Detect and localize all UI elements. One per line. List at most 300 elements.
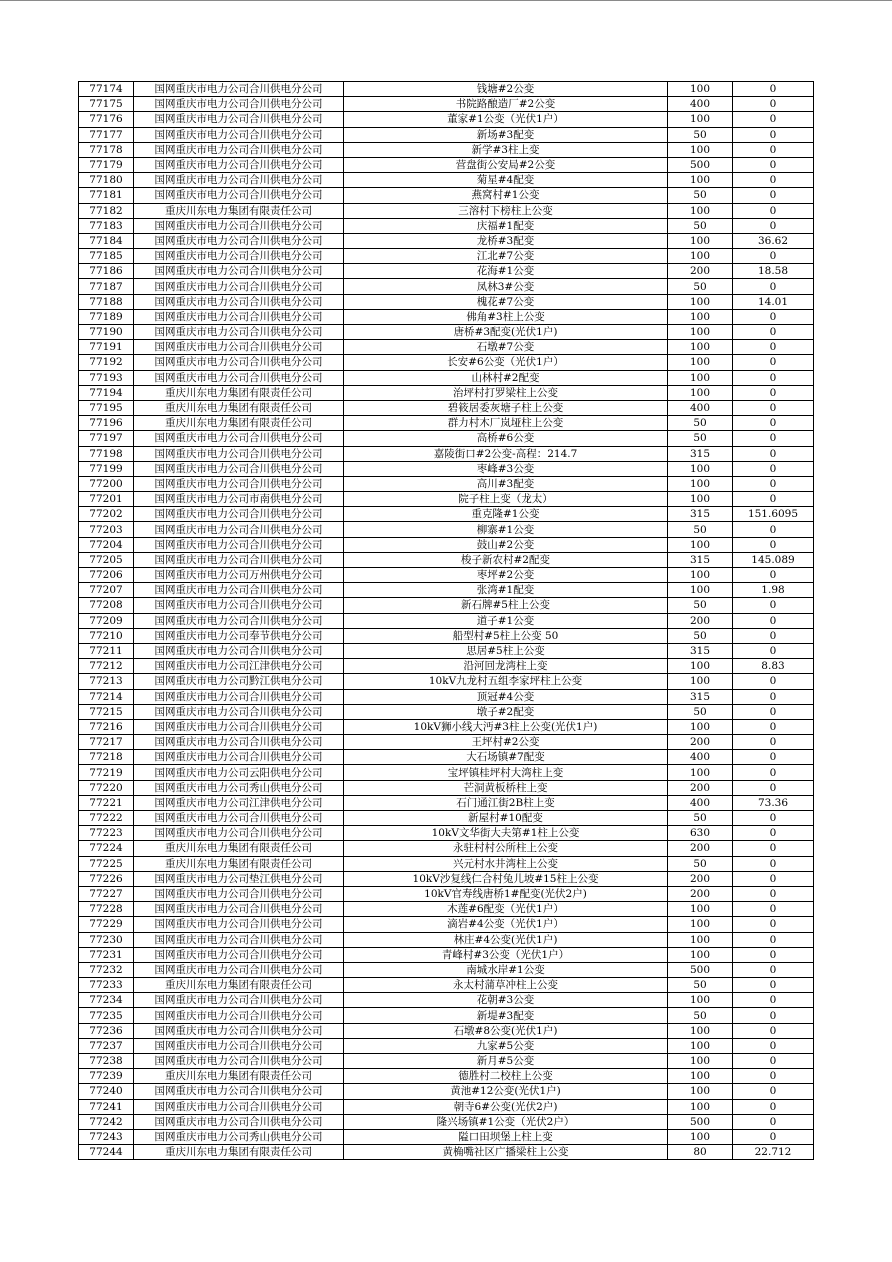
capacity-cell: 500: [668, 1114, 733, 1129]
company-cell: 国网重庆市电力公司合川供电分公司: [134, 886, 344, 901]
transformer-name-cell: 书院路酿造厂#2公变: [344, 97, 668, 112]
company-cell: 国网重庆市电力公司奉节供电分公司: [134, 628, 344, 643]
value-cell: 36.62: [733, 233, 814, 248]
transformer-name-cell: 石墩#7公变: [344, 340, 668, 355]
row-id-cell: 77202: [79, 507, 134, 522]
transformer-name-cell: 柳寨#1公变: [344, 522, 668, 537]
page-top-border: [0, 0, 892, 1]
company-cell: 国网重庆市电力公司合川供电分公司: [134, 446, 344, 461]
capacity-cell: 50: [668, 628, 733, 643]
capacity-cell: 100: [668, 82, 733, 97]
table-row: [79, 294, 814, 309]
table-row: [79, 1114, 814, 1129]
transformer-name-cell: 黄池#12公变(光伏1户): [344, 1084, 668, 1099]
capacity-cell: 315: [668, 507, 733, 522]
company-cell: 国网重庆市电力公司合川供电分公司: [134, 643, 344, 658]
transformer-name-cell: 凤林3#公变: [344, 279, 668, 294]
row-id-cell: 77197: [79, 431, 134, 446]
value-cell: 145.089: [733, 552, 814, 567]
table-row: [79, 112, 814, 127]
company-cell: 国网重庆市电力公司合川供电分公司: [134, 1084, 344, 1099]
transformer-name-cell: 王坪村#2公变: [344, 735, 668, 750]
row-id-cell: 77178: [79, 142, 134, 157]
capacity-cell: 630: [668, 826, 733, 841]
value-cell: 0: [733, 719, 814, 734]
value-cell: 0: [733, 613, 814, 628]
value-cell: 0: [733, 674, 814, 689]
value-cell: 0: [733, 249, 814, 264]
capacity-cell: 100: [668, 294, 733, 309]
value-cell: 0: [733, 127, 814, 142]
transformer-name-cell: 永驻村村公所柱上公变: [344, 841, 668, 856]
value-cell: 0: [733, 1084, 814, 1099]
value-cell: 0: [733, 1114, 814, 1129]
table-row: [79, 826, 814, 841]
row-id-cell: 77187: [79, 279, 134, 294]
table-row: [79, 507, 814, 522]
transformer-name-cell: 重克隆#1公变: [344, 507, 668, 522]
value-cell: 0: [733, 142, 814, 157]
capacity-cell: 100: [668, 476, 733, 491]
table-row: [79, 249, 814, 264]
row-id-cell: 77230: [79, 932, 134, 947]
transformer-name-cell: 滴岩#4公变（光伏1户）: [344, 917, 668, 932]
company-cell: 国网重庆市电力公司合川供电分公司: [134, 613, 344, 628]
company-cell: 国网重庆市电力公司合川供电分公司: [134, 537, 344, 552]
row-id-cell: 77232: [79, 962, 134, 977]
table-row: [79, 689, 814, 704]
capacity-cell: 500: [668, 962, 733, 977]
capacity-cell: 100: [668, 355, 733, 370]
capacity-cell: 100: [668, 1069, 733, 1084]
table-row: [79, 583, 814, 598]
capacity-cell: 100: [668, 1038, 733, 1053]
row-id-cell: 77201: [79, 492, 134, 507]
transformer-name-cell: 10kV九龙村五组李家坪柱上公变: [344, 674, 668, 689]
capacity-cell: 80: [668, 1145, 733, 1160]
row-id-cell: 77220: [79, 780, 134, 795]
transformer-name-cell: 燕窝村#1公变: [344, 188, 668, 203]
company-cell: 重庆川东电力集团有限责任公司: [134, 1069, 344, 1084]
capacity-cell: 100: [668, 917, 733, 932]
table-row: [79, 522, 814, 537]
company-cell: 国网重庆市电力公司合川供电分公司: [134, 598, 344, 613]
capacity-cell: 500: [668, 157, 733, 172]
transformer-name-cell: 槐花#7公变: [344, 294, 668, 309]
value-cell: 0: [733, 1099, 814, 1114]
value-cell: 0: [733, 1008, 814, 1023]
value-cell: 1.98: [733, 583, 814, 598]
capacity-cell: 100: [668, 993, 733, 1008]
transformer-name-cell: 芒洞黄板桥柱上变: [344, 780, 668, 795]
company-cell: 国网重庆市电力公司合川供电分公司: [134, 157, 344, 172]
company-cell: 国网重庆市电力公司合川供电分公司: [134, 1008, 344, 1023]
row-id-cell: 77199: [79, 461, 134, 476]
value-cell: 0: [733, 917, 814, 932]
capacity-cell: 100: [668, 173, 733, 188]
capacity-cell: 100: [668, 385, 733, 400]
capacity-cell: 100: [668, 932, 733, 947]
row-id-cell: 77215: [79, 704, 134, 719]
value-cell: 0: [733, 841, 814, 856]
capacity-cell: 100: [668, 340, 733, 355]
capacity-cell: 50: [668, 279, 733, 294]
capacity-cell: 400: [668, 97, 733, 112]
company-cell: 国网重庆市电力公司合川供电分公司: [134, 522, 344, 537]
row-id-cell: 77224: [79, 841, 134, 856]
value-cell: 0: [733, 340, 814, 355]
table-row: [79, 385, 814, 400]
transformer-name-cell: 群力村木厂岚垭柱上公变: [344, 416, 668, 431]
company-cell: 国网重庆市电力公司合川供电分公司: [134, 142, 344, 157]
company-cell: 国网重庆市电力公司江津供电分公司: [134, 795, 344, 810]
row-id-cell: 77217: [79, 735, 134, 750]
company-cell: 重庆川东电力集团有限责任公司: [134, 203, 344, 218]
row-id-cell: 77189: [79, 309, 134, 324]
table-row: [79, 902, 814, 917]
capacity-cell: 400: [668, 795, 733, 810]
table-row: [79, 370, 814, 385]
capacity-cell: 200: [668, 841, 733, 856]
transformer-name-cell: 高桥#6公变: [344, 431, 668, 446]
capacity-cell: 100: [668, 583, 733, 598]
company-cell: 国网重庆市电力公司合川供电分公司: [134, 476, 344, 491]
row-id-cell: 77193: [79, 370, 134, 385]
capacity-cell: 200: [668, 871, 733, 886]
table-row: [79, 97, 814, 112]
company-cell: 重庆川东电力集团有限责任公司: [134, 856, 344, 871]
table-row: [79, 856, 814, 871]
company-cell: 国网重庆市电力公司合川供电分公司: [134, 309, 344, 324]
value-cell: 0: [733, 704, 814, 719]
row-id-cell: 77243: [79, 1129, 134, 1144]
transformer-name-cell: 嘉陵街口#2公变-高程：214.7: [344, 446, 668, 461]
table-row: [79, 157, 814, 172]
row-id-cell: 77203: [79, 522, 134, 537]
capacity-cell: 315: [668, 446, 733, 461]
row-id-cell: 77213: [79, 674, 134, 689]
table-row: [79, 340, 814, 355]
row-id-cell: 77182: [79, 203, 134, 218]
transformer-name-cell: 新月#5公变: [344, 1054, 668, 1069]
value-cell: 0: [733, 355, 814, 370]
value-cell: 0: [733, 218, 814, 233]
table-row: [79, 1069, 814, 1084]
capacity-cell: 100: [668, 659, 733, 674]
company-cell: 国网重庆市电力公司合川供电分公司: [134, 1099, 344, 1114]
transformer-name-cell: 梭子新农村#2配变: [344, 552, 668, 567]
row-id-cell: 77219: [79, 765, 134, 780]
capacity-cell: 100: [668, 112, 733, 127]
transformer-name-cell: 黄桷嘴社区广播梁柱上公变: [344, 1145, 668, 1160]
transformer-name-cell: 大石场镇#7配变: [344, 750, 668, 765]
transformer-name-cell: 新学#3柱上变: [344, 142, 668, 157]
capacity-cell: 100: [668, 309, 733, 324]
table-row: [79, 719, 814, 734]
transformer-name-cell: 10kV文华街大夫第#1柱上公变: [344, 826, 668, 841]
company-cell: 国网重庆市电力公司合川供电分公司: [134, 735, 344, 750]
transformer-table: [78, 81, 814, 1160]
capacity-cell: 100: [668, 1129, 733, 1144]
company-cell: 国网重庆市电力公司合川供电分公司: [134, 97, 344, 112]
capacity-cell: 100: [668, 568, 733, 583]
transformer-name-cell: 新石牌#5柱上公变: [344, 598, 668, 613]
transformer-name-cell: 墩子#2配变: [344, 704, 668, 719]
value-cell: 0: [733, 309, 814, 324]
company-cell: 国网重庆市电力公司黔江供电分公司: [134, 674, 344, 689]
row-id-cell: 77207: [79, 583, 134, 598]
company-cell: 国网重庆市电力公司合川供电分公司: [134, 127, 344, 142]
value-cell: 0: [733, 947, 814, 962]
capacity-cell: 200: [668, 886, 733, 901]
capacity-cell: 315: [668, 643, 733, 658]
table-row: [79, 871, 814, 886]
transformer-name-cell: 10kV狮小线大沔#3柱上公变(光伏1户): [344, 719, 668, 734]
table-row: [79, 932, 814, 947]
transformer-name-cell: 董家#1公变（光伏1户）: [344, 112, 668, 127]
table-row: [79, 1099, 814, 1114]
value-cell: 73.36: [733, 795, 814, 810]
table-row: [79, 1129, 814, 1144]
row-id-cell: 77241: [79, 1099, 134, 1114]
table-row: [79, 264, 814, 279]
company-cell: 国网重庆市电力公司合川供电分公司: [134, 811, 344, 826]
row-id-cell: 77239: [79, 1069, 134, 1084]
table-row: [79, 674, 814, 689]
company-cell: 国网重庆市电力公司合川供电分公司: [134, 340, 344, 355]
company-cell: 重庆川东电力集团有限责任公司: [134, 416, 344, 431]
table-row: [79, 780, 814, 795]
table-row: [79, 279, 814, 294]
capacity-cell: 100: [668, 1099, 733, 1114]
table-row: [79, 325, 814, 340]
table-row: [79, 978, 814, 993]
value-cell: 0: [733, 416, 814, 431]
table-row: [79, 704, 814, 719]
row-id-cell: 77223: [79, 826, 134, 841]
row-id-cell: 77196: [79, 416, 134, 431]
capacity-cell: 400: [668, 400, 733, 415]
row-id-cell: 77198: [79, 446, 134, 461]
company-cell: 国网重庆市电力公司市南供电分公司: [134, 492, 344, 507]
table-row: [79, 659, 814, 674]
transformer-name-cell: 南城水岸#1公变: [344, 962, 668, 977]
company-cell: 重庆川东电力集团有限责任公司: [134, 841, 344, 856]
company-cell: 国网重庆市电力公司合川供电分公司: [134, 82, 344, 97]
value-cell: 0: [733, 628, 814, 643]
capacity-cell: 100: [668, 1054, 733, 1069]
capacity-cell: 100: [668, 492, 733, 507]
table-row: [79, 127, 814, 142]
row-id-cell: 77210: [79, 628, 134, 643]
transformer-name-cell: 隆兴场镇#1公变（光伏2户）: [344, 1114, 668, 1129]
capacity-cell: 315: [668, 689, 733, 704]
company-cell: 国网重庆市电力公司合川供电分公司: [134, 704, 344, 719]
table-row: [79, 188, 814, 203]
capacity-cell: 200: [668, 613, 733, 628]
company-cell: 国网重庆市电力公司合川供电分公司: [134, 962, 344, 977]
value-cell: 0: [733, 537, 814, 552]
table-row: [79, 643, 814, 658]
company-cell: 重庆川东电力集团有限责任公司: [134, 400, 344, 415]
row-id-cell: 77191: [79, 340, 134, 355]
table-row: [79, 628, 814, 643]
transformer-name-cell: 林庄#4公变(光伏1户): [344, 932, 668, 947]
table-row: [79, 309, 814, 324]
company-cell: 国网重庆市电力公司合川供电分公司: [134, 355, 344, 370]
row-id-cell: 77233: [79, 978, 134, 993]
table-row: [79, 735, 814, 750]
transformer-name-cell: 高川#3配变: [344, 476, 668, 491]
row-id-cell: 77195: [79, 400, 134, 415]
capacity-cell: 100: [668, 902, 733, 917]
row-id-cell: 77205: [79, 552, 134, 567]
value-cell: 8.83: [733, 659, 814, 674]
table-row: [79, 173, 814, 188]
row-id-cell: 77208: [79, 598, 134, 613]
company-cell: 重庆川东电力集团有限责任公司: [134, 1145, 344, 1160]
capacity-cell: 50: [668, 704, 733, 719]
value-cell: 14.01: [733, 294, 814, 309]
company-cell: 国网重庆市电力公司合川供电分公司: [134, 583, 344, 598]
value-cell: 0: [733, 811, 814, 826]
capacity-cell: 50: [668, 127, 733, 142]
value-cell: 0: [733, 643, 814, 658]
value-cell: 0: [733, 97, 814, 112]
company-cell: 国网重庆市电力公司合川供电分公司: [134, 112, 344, 127]
transformer-name-cell: 菊星#4配变: [344, 173, 668, 188]
value-cell: 0: [733, 1054, 814, 1069]
table-row: [79, 568, 814, 583]
table-row: [79, 917, 814, 932]
capacity-cell: 400: [668, 750, 733, 765]
row-id-cell: 77200: [79, 476, 134, 491]
transformer-name-cell: 10kV沙复线仁合村兔儿坡#15柱上公变: [344, 871, 668, 886]
table-row: [79, 613, 814, 628]
capacity-cell: 100: [668, 370, 733, 385]
capacity-cell: 50: [668, 416, 733, 431]
row-id-cell: 77194: [79, 385, 134, 400]
table-body: [79, 82, 814, 1160]
value-cell: 0: [733, 522, 814, 537]
value-cell: 0: [733, 689, 814, 704]
value-cell: 22.712: [733, 1145, 814, 1160]
transformer-name-cell: 新堤#3配变: [344, 1008, 668, 1023]
capacity-cell: 50: [668, 856, 733, 871]
company-cell: 国网重庆市电力公司合川供电分公司: [134, 552, 344, 567]
value-cell: 0: [733, 203, 814, 218]
value-cell: 0: [733, 978, 814, 993]
table-row: [79, 1145, 814, 1160]
value-cell: 0: [733, 780, 814, 795]
capacity-cell: 50: [668, 811, 733, 826]
row-id-cell: 77235: [79, 1008, 134, 1023]
value-cell: 0: [733, 886, 814, 901]
capacity-cell: 100: [668, 325, 733, 340]
row-id-cell: 77176: [79, 112, 134, 127]
company-cell: 国网重庆市电力公司合川供电分公司: [134, 750, 344, 765]
row-id-cell: 77218: [79, 750, 134, 765]
table-row: [79, 1038, 814, 1053]
row-id-cell: 77204: [79, 537, 134, 552]
transformer-name-cell: 庆福#1配变: [344, 218, 668, 233]
transformer-name-cell: 山林村#2配变: [344, 370, 668, 385]
company-cell: 国网重庆市电力公司合川供电分公司: [134, 1114, 344, 1129]
table-row: [79, 1008, 814, 1023]
company-cell: 国网重庆市电力公司合川供电分公司: [134, 325, 344, 340]
company-cell: 国网重庆市电力公司合川供电分公司: [134, 993, 344, 1008]
row-id-cell: 77242: [79, 1114, 134, 1129]
value-cell: 0: [733, 735, 814, 750]
transformer-name-cell: 思居#5柱上公变: [344, 643, 668, 658]
row-id-cell: 77209: [79, 613, 134, 628]
transformer-name-cell: 长安#6公变（光伏1户）: [344, 355, 668, 370]
row-id-cell: 77175: [79, 97, 134, 112]
capacity-cell: 200: [668, 735, 733, 750]
company-cell: 国网重庆市电力公司合川供电分公司: [134, 461, 344, 476]
row-id-cell: 77229: [79, 917, 134, 932]
row-id-cell: 77244: [79, 1145, 134, 1160]
table-row: [79, 795, 814, 810]
capacity-cell: 100: [668, 249, 733, 264]
company-cell: 国网重庆市电力公司合川供电分公司: [134, 249, 344, 264]
table-row: [79, 203, 814, 218]
company-cell: 国网重庆市电力公司合川供电分公司: [134, 947, 344, 962]
capacity-cell: 200: [668, 264, 733, 279]
company-cell: 国网重庆市电力公司垫江供电分公司: [134, 871, 344, 886]
value-cell: 0: [733, 1069, 814, 1084]
company-cell: 国网重庆市电力公司合川供电分公司: [134, 917, 344, 932]
transformer-name-cell: 花海#1公变: [344, 264, 668, 279]
table-row: [79, 750, 814, 765]
capacity-cell: 100: [668, 203, 733, 218]
transformer-name-cell: 道子#1公变: [344, 613, 668, 628]
row-id-cell: 77186: [79, 264, 134, 279]
transformer-name-cell: 碧筱居委灰塘子柱上公变: [344, 400, 668, 415]
company-cell: 国网重庆市电力公司合川供电分公司: [134, 1023, 344, 1038]
value-cell: 0: [733, 461, 814, 476]
company-cell: 国网重庆市电力公司合川供电分公司: [134, 370, 344, 385]
transformer-name-cell: 钱塘#2公变: [344, 82, 668, 97]
capacity-cell: 100: [668, 142, 733, 157]
company-cell: 国网重庆市电力公司万州供电分公司: [134, 568, 344, 583]
row-id-cell: 77222: [79, 811, 134, 826]
value-cell: 0: [733, 765, 814, 780]
company-cell: 国网重庆市电力公司云阳供电分公司: [134, 765, 344, 780]
table-row: [79, 1023, 814, 1038]
transformer-name-cell: 新屋村#10配变: [344, 811, 668, 826]
table-row: [79, 446, 814, 461]
table-row: [79, 537, 814, 552]
transformer-name-cell: 沿河回龙湾柱上变: [344, 659, 668, 674]
transformer-name-cell: 院子柱上变（龙太）: [344, 492, 668, 507]
company-cell: 国网重庆市电力公司合川供电分公司: [134, 233, 344, 248]
capacity-cell: 100: [668, 947, 733, 962]
transformer-name-cell: 宝坪镇桂坪村大湾柱上变: [344, 765, 668, 780]
transformer-name-cell: 三溶村下榜柱上公变: [344, 203, 668, 218]
capacity-cell: 50: [668, 598, 733, 613]
transformer-name-cell: 新场#3配变: [344, 127, 668, 142]
transformer-name-cell: 龙桥#3配变: [344, 233, 668, 248]
value-cell: 0: [733, 932, 814, 947]
transformer-name-cell: 兴元村水井湾柱上公变: [344, 856, 668, 871]
company-cell: 国网重庆市电力公司合川供电分公司: [134, 431, 344, 446]
row-id-cell: 77227: [79, 886, 134, 901]
capacity-cell: 100: [668, 461, 733, 476]
company-cell: 国网重庆市电力公司合川供电分公司: [134, 826, 344, 841]
row-id-cell: 77206: [79, 568, 134, 583]
table-row: [79, 400, 814, 415]
